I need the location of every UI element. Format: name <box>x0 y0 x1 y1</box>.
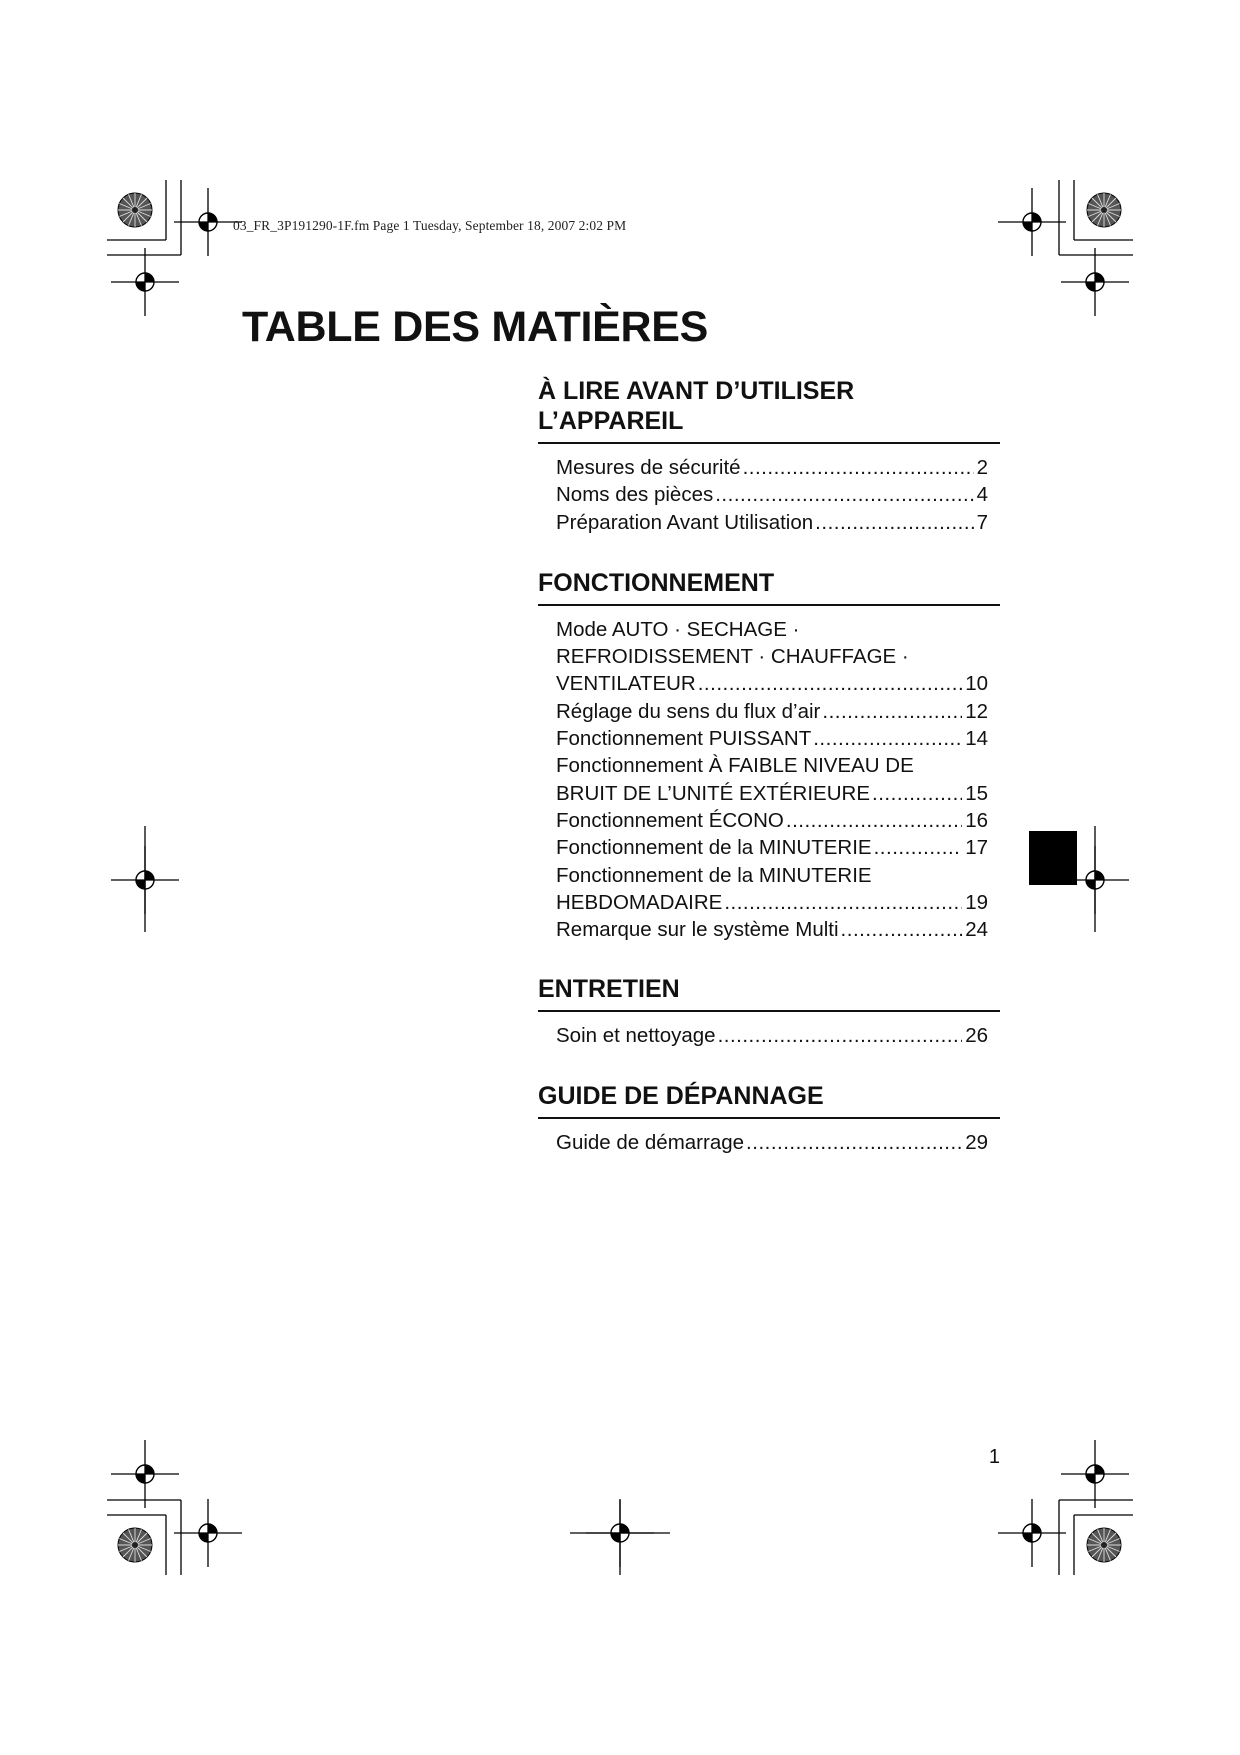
toc-entry-label: REFROIDISSEMENT · CHAUFFAGE · <box>556 645 909 669</box>
section-title <box>538 376 1000 444</box>
toc-entry-page: 7 <box>976 510 988 534</box>
toc-entry[interactable] <box>556 807 988 834</box>
toc-entry-label: Noms des pièces <box>556 483 714 507</box>
toc-entry-page: 29 <box>965 1130 988 1154</box>
toc-entry-label: Fonctionnement de la MINUTERIE <box>556 863 872 887</box>
toc-entry-label: VENTILATEUR <box>556 672 696 696</box>
toc-entry-page: 16 <box>965 808 988 832</box>
toc-entry-page: 10 <box>965 672 988 696</box>
color-wheel-icon <box>118 193 152 227</box>
toc-entry-label: Guide de démarrage <box>556 1130 745 1154</box>
toc-entry-page: 24 <box>965 918 988 942</box>
table-of-contents <box>538 376 1000 1156</box>
registration-mark-icon <box>174 1499 242 1567</box>
toc-entry-label: Fonctionnement ÉCONO <box>556 808 784 832</box>
registration-mark-icon <box>1061 248 1129 316</box>
toc-section <box>538 568 1000 944</box>
toc-entry-label: BRUIT DE L’UNITÉ EXTÉRIEURE <box>556 781 871 805</box>
toc-section <box>538 1081 1000 1156</box>
color-wheel-icon <box>118 1528 152 1562</box>
toc-entry-label: Remarque sur le système Multi <box>556 918 839 942</box>
toc-entry-label: Mode AUTO · SECHAGE · <box>556 617 800 641</box>
registration-mark-icon <box>998 188 1066 256</box>
toc-entry[interactable] <box>556 616 988 698</box>
crop-mark-bottom-center <box>570 1500 670 1575</box>
section-title-line: L’APPAREIL <box>538 407 684 435</box>
toc-entry[interactable] <box>556 454 988 481</box>
registration-mark-icon <box>111 248 179 316</box>
section-title: FONCTIONNEMENT <box>538 568 1000 606</box>
toc-entry-page: 12 <box>965 699 988 723</box>
toc-entry-page: 2 <box>976 456 988 479</box>
toc-entry[interactable] <box>556 1022 988 1049</box>
toc-section <box>538 376 1000 536</box>
toc-entry-page: 17 <box>965 836 988 860</box>
toc-entry-page: 15 <box>965 781 988 805</box>
file-info-header: 03_FR_3P191290-1F.fm Page 1 Tuesday, September 18, 2007 2:02 PM <box>233 218 627 233</box>
toc-entry-label: Fonctionnement PUISSANT <box>556 727 812 751</box>
page-title: TABLE DES MATIÈRES <box>242 303 709 351</box>
section-title-line: À LIRE AVANT D’UTILISER <box>538 377 855 405</box>
toc-entry-label: Réglage du sens du flux d’air <box>556 699 821 723</box>
color-wheel-icon <box>1087 193 1121 227</box>
color-wheel-icon <box>1087 1528 1121 1562</box>
toc-entry-label: HEBDOMADAIRE <box>556 890 723 914</box>
toc-entry-label: Fonctionnement de la MINUTERIE <box>556 836 872 860</box>
section-title: GUIDE DE DÉPANNAGE <box>538 1081 1000 1119</box>
toc-entry-label: Préparation Avant Utilisation <box>556 510 814 534</box>
toc-entry-label: Soin et nettoyage <box>556 1024 716 1048</box>
toc-entry-label: Fonctionnement À FAIBLE NIVEAU DE <box>556 754 914 778</box>
toc-entry[interactable] <box>556 481 988 508</box>
registration-mark-icon <box>1061 1440 1129 1508</box>
registration-mark-icon <box>998 1499 1066 1567</box>
toc-entry-page: 26 <box>965 1024 988 1048</box>
toc-entry[interactable] <box>556 916 988 943</box>
toc-entry[interactable] <box>556 509 988 536</box>
toc-entry[interactable] <box>556 1129 988 1156</box>
registration-mark-icon <box>174 188 242 256</box>
toc-entry-page: 19 <box>965 890 988 914</box>
page-number: 1 <box>988 1446 1000 1468</box>
chapter-tab-marker <box>1029 831 1077 885</box>
toc-entry[interactable] <box>556 698 988 725</box>
toc-section <box>538 974 1000 1049</box>
toc-entry[interactable] <box>556 862 988 917</box>
registration-mark-icon <box>111 1440 179 1508</box>
toc-entry[interactable] <box>556 834 988 861</box>
toc-entry-page: 14 <box>965 727 988 751</box>
toc-entry-page: 4 <box>976 483 988 507</box>
toc-entry[interactable] <box>556 752 988 807</box>
toc-entry[interactable] <box>556 725 988 752</box>
section-title: ENTRETIEN <box>538 974 1000 1012</box>
toc-entry-label: Mesures de sécurité <box>556 456 741 479</box>
